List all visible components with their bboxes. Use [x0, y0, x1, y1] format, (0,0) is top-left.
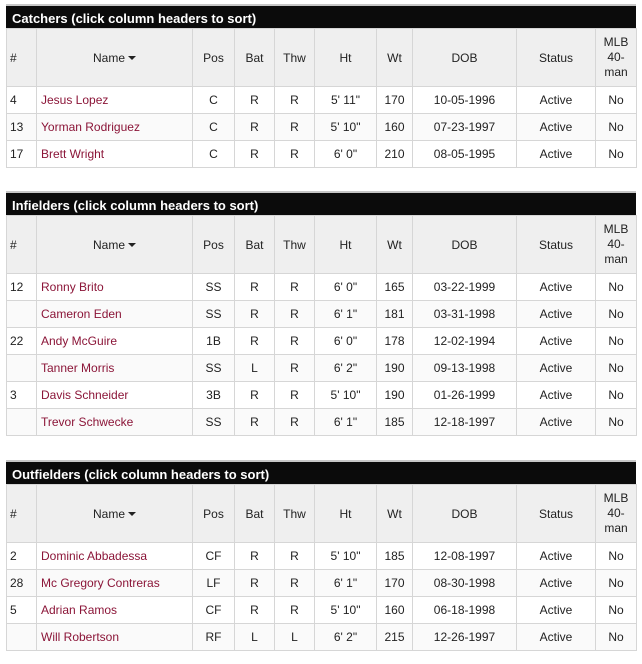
cell-mlb: No: [596, 87, 637, 114]
cell-ht: 6' 1": [315, 570, 377, 597]
table-header: [7, 485, 637, 543]
cell-dob: 03-31-1998: [413, 301, 517, 328]
col-header-wt[interactable]: Wt: [377, 216, 413, 274]
cell-dob: 12-02-1994: [413, 328, 517, 355]
cell-name: [37, 409, 193, 436]
col-header-pos[interactable]: Pos: [193, 485, 235, 543]
col-header-status[interactable]: Status: [517, 29, 596, 87]
cell-wt: 190: [377, 355, 413, 382]
cell-wt: 185: [377, 543, 413, 570]
cell-mlb: No: [596, 409, 637, 436]
cell-thw: R: [275, 87, 315, 114]
outfielders-table: [6, 484, 637, 651]
cell-mlb: No: [596, 597, 637, 624]
cell-dob: 08-05-1995: [413, 141, 517, 168]
col-header-bat[interactable]: Bat: [235, 216, 275, 274]
cell-thw: R: [275, 141, 315, 168]
cell-dob: 12-08-1997: [413, 543, 517, 570]
cell-status: Active: [517, 114, 596, 141]
cell-wt: 160: [377, 114, 413, 141]
cell-ht: 5' 10": [315, 543, 377, 570]
cell-mlb: No: [596, 570, 637, 597]
section-title: Infielders (click column headers to sort): [6, 191, 636, 215]
col-header-thw[interactable]: Thw: [275, 29, 315, 87]
cell-num: 28: [7, 570, 37, 597]
cell-wt: 165: [377, 274, 413, 301]
table-row: [7, 355, 637, 382]
col-header-ht[interactable]: Ht: [315, 216, 377, 274]
catchers-section: [6, 4, 636, 168]
table-row: [7, 114, 637, 141]
col-header-bat[interactable]: Bat: [235, 29, 275, 87]
cell-name: [37, 114, 193, 141]
table-row: [7, 409, 637, 436]
cell-status: Active: [517, 301, 596, 328]
cell-thw: R: [275, 382, 315, 409]
table-header: [7, 216, 637, 274]
player-link[interactable]: Dominic Abbadessa: [41, 549, 148, 563]
player-link[interactable]: Davis Schneider: [41, 388, 129, 402]
cell-ht: 6' 0": [315, 141, 377, 168]
cell-wt: 190: [377, 382, 413, 409]
cell-bat: R: [235, 328, 275, 355]
cell-ht: 6' 0": [315, 328, 377, 355]
outfielders-section: [6, 460, 636, 651]
cell-bat: R: [235, 274, 275, 301]
cell-name: [37, 141, 193, 168]
cell-num: [7, 301, 37, 328]
cell-pos: SS: [193, 409, 235, 436]
cell-num: 13: [7, 114, 37, 141]
cell-status: Active: [517, 328, 596, 355]
cell-wt: 170: [377, 87, 413, 114]
col-header-bat[interactable]: Bat: [235, 485, 275, 543]
player-link[interactable]: Ronny Brito: [41, 280, 104, 294]
cell-status: Active: [517, 274, 596, 301]
player-link[interactable]: Brett Wright: [41, 147, 105, 161]
cell-ht: 5' 10": [315, 597, 377, 624]
cell-name: [37, 543, 193, 570]
col-header-status[interactable]: Status: [517, 216, 596, 274]
table-row: [7, 301, 637, 328]
infielders-table: [6, 215, 637, 436]
cell-bat: R: [235, 114, 275, 141]
player-link[interactable]: Jesus Lopez: [41, 93, 109, 107]
table-row: [7, 274, 637, 301]
player-link[interactable]: Cameron Eden: [41, 307, 122, 321]
cell-dob: 12-18-1997: [413, 409, 517, 436]
table-row: [7, 87, 637, 114]
cell-num: 2: [7, 543, 37, 570]
table-row: [7, 597, 637, 624]
cell-pos: 1B: [193, 328, 235, 355]
player-link[interactable]: Mc Gregory Contreras: [41, 576, 160, 590]
cell-thw: R: [275, 301, 315, 328]
cell-name: [37, 382, 193, 409]
cell-num: 3: [7, 382, 37, 409]
cell-pos: C: [193, 141, 235, 168]
col-header-wt[interactable]: Wt: [377, 485, 413, 543]
cell-status: Active: [517, 87, 596, 114]
cell-mlb: No: [596, 624, 637, 651]
col-header-wt[interactable]: Wt: [377, 29, 413, 87]
cell-bat: R: [235, 382, 275, 409]
cell-status: Active: [517, 624, 596, 651]
cell-num: 12: [7, 274, 37, 301]
player-link[interactable]: Adrian Ramos: [41, 603, 118, 617]
cell-bat: R: [235, 87, 275, 114]
cell-thw: R: [275, 114, 315, 141]
cell-pos: C: [193, 87, 235, 114]
col-header-mlb[interactable]: MLB 40- man: [596, 485, 637, 543]
cell-wt: 185: [377, 409, 413, 436]
player-link[interactable]: Andy McGuire: [41, 334, 118, 348]
table-row: [7, 328, 637, 355]
cell-bat: R: [235, 597, 275, 624]
col-header-dob[interactable]: DOB: [413, 29, 517, 87]
cell-num: [7, 624, 37, 651]
cell-thw: R: [275, 409, 315, 436]
cell-bat: R: [235, 570, 275, 597]
col-header-thw[interactable]: Thw: [275, 485, 315, 543]
cell-status: Active: [517, 409, 596, 436]
cell-thw: L: [275, 624, 315, 651]
cell-dob: 10-05-1996: [413, 87, 517, 114]
cell-mlb: No: [596, 328, 637, 355]
col-header-name[interactable]: Name: [37, 485, 193, 543]
cell-dob: 06-18-1998: [413, 597, 517, 624]
col-header-pos[interactable]: Pos: [193, 29, 235, 87]
infielders-section: [6, 191, 636, 436]
col-header-num[interactable]: #: [7, 216, 37, 274]
cell-ht: 5' 11": [315, 87, 377, 114]
cell-pos: CF: [193, 543, 235, 570]
cell-num: 4: [7, 87, 37, 114]
table-row: [7, 382, 637, 409]
table-row: [7, 141, 637, 168]
cell-thw: R: [275, 543, 315, 570]
cell-num: 17: [7, 141, 37, 168]
cell-pos: 3B: [193, 382, 235, 409]
col-header-name[interactable]: Name: [37, 29, 193, 87]
cell-pos: SS: [193, 274, 235, 301]
col-header-mlb[interactable]: MLB 40- man: [596, 216, 637, 274]
col-header-num[interactable]: #: [7, 485, 37, 543]
cell-mlb: No: [596, 543, 637, 570]
sort-arrow-icon: [128, 56, 136, 60]
cell-ht: 5' 10": [315, 114, 377, 141]
cell-dob: 07-23-1997: [413, 114, 517, 141]
cell-mlb: No: [596, 141, 637, 168]
cell-name: [37, 301, 193, 328]
cell-name: [37, 355, 193, 382]
cell-name: [37, 87, 193, 114]
cell-pos: SS: [193, 355, 235, 382]
cell-thw: R: [275, 570, 315, 597]
col-header-pos[interactable]: Pos: [193, 216, 235, 274]
cell-ht: 6' 1": [315, 409, 377, 436]
cell-bat: R: [235, 409, 275, 436]
catchers-table: [6, 28, 637, 168]
col-header-dob[interactable]: DOB: [413, 485, 517, 543]
player-link[interactable]: Will Robertson: [41, 630, 120, 644]
cell-status: Active: [517, 355, 596, 382]
cell-name: [37, 274, 193, 301]
cell-thw: R: [275, 597, 315, 624]
cell-thw: R: [275, 274, 315, 301]
cell-thw: R: [275, 328, 315, 355]
cell-bat: L: [235, 355, 275, 382]
cell-status: Active: [517, 570, 596, 597]
table-row: [7, 570, 637, 597]
cell-mlb: No: [596, 301, 637, 328]
cell-name: [37, 570, 193, 597]
sort-arrow-icon: [128, 512, 136, 516]
cell-bat: R: [235, 141, 275, 168]
player-link[interactable]: Tanner Morris: [41, 361, 115, 375]
cell-ht: 6' 2": [315, 624, 377, 651]
player-link[interactable]: Trevor Schwecke: [41, 415, 134, 429]
cell-status: Active: [517, 141, 596, 168]
cell-num: 22: [7, 328, 37, 355]
cell-status: Active: [517, 382, 596, 409]
col-header-num[interactable]: #: [7, 29, 37, 87]
cell-mlb: No: [596, 114, 637, 141]
cell-name: [37, 624, 193, 651]
cell-bat: L: [235, 624, 275, 651]
cell-bat: R: [235, 543, 275, 570]
cell-dob: 09-13-1998: [413, 355, 517, 382]
section-title: Catchers (click column headers to sort): [6, 4, 636, 28]
cell-num: 5: [7, 597, 37, 624]
cell-num: [7, 409, 37, 436]
cell-wt: 215: [377, 624, 413, 651]
col-header-name[interactable]: Name: [37, 216, 193, 274]
cell-wt: 210: [377, 141, 413, 168]
cell-name: [37, 597, 193, 624]
cell-dob: 12-26-1997: [413, 624, 517, 651]
cell-dob: 01-26-1999: [413, 382, 517, 409]
section-title: Outfielders (click column headers to sort): [6, 460, 636, 484]
col-header-ht[interactable]: Ht: [315, 29, 377, 87]
cell-pos: CF: [193, 597, 235, 624]
player-link[interactable]: Yorman Rodriguez: [41, 120, 140, 134]
cell-status: Active: [517, 597, 596, 624]
col-header-dob[interactable]: DOB: [413, 216, 517, 274]
cell-wt: 160: [377, 597, 413, 624]
cell-wt: 178: [377, 328, 413, 355]
cell-wt: 181: [377, 301, 413, 328]
table-header: [7, 29, 637, 87]
cell-pos: SS: [193, 301, 235, 328]
cell-ht: 5' 10": [315, 382, 377, 409]
cell-ht: 6' 0": [315, 274, 377, 301]
cell-ht: 6' 1": [315, 301, 377, 328]
col-header-mlb[interactable]: MLB 40- man: [596, 29, 637, 87]
cell-pos: RF: [193, 624, 235, 651]
cell-thw: R: [275, 355, 315, 382]
cell-dob: 03-22-1999: [413, 274, 517, 301]
table-row: [7, 624, 637, 651]
cell-wt: 170: [377, 570, 413, 597]
cell-bat: R: [235, 301, 275, 328]
cell-pos: LF: [193, 570, 235, 597]
sort-arrow-icon: [128, 243, 136, 247]
cell-num: [7, 355, 37, 382]
cell-dob: 08-30-1998: [413, 570, 517, 597]
col-header-ht[interactable]: Ht: [315, 485, 377, 543]
cell-ht: 6' 2": [315, 355, 377, 382]
cell-pos: C: [193, 114, 235, 141]
cell-mlb: No: [596, 274, 637, 301]
col-header-status[interactable]: Status: [517, 485, 596, 543]
col-header-thw[interactable]: Thw: [275, 216, 315, 274]
cell-status: Active: [517, 543, 596, 570]
cell-mlb: No: [596, 382, 637, 409]
table-row: [7, 543, 637, 570]
cell-mlb: No: [596, 355, 637, 382]
cell-name: [37, 328, 193, 355]
